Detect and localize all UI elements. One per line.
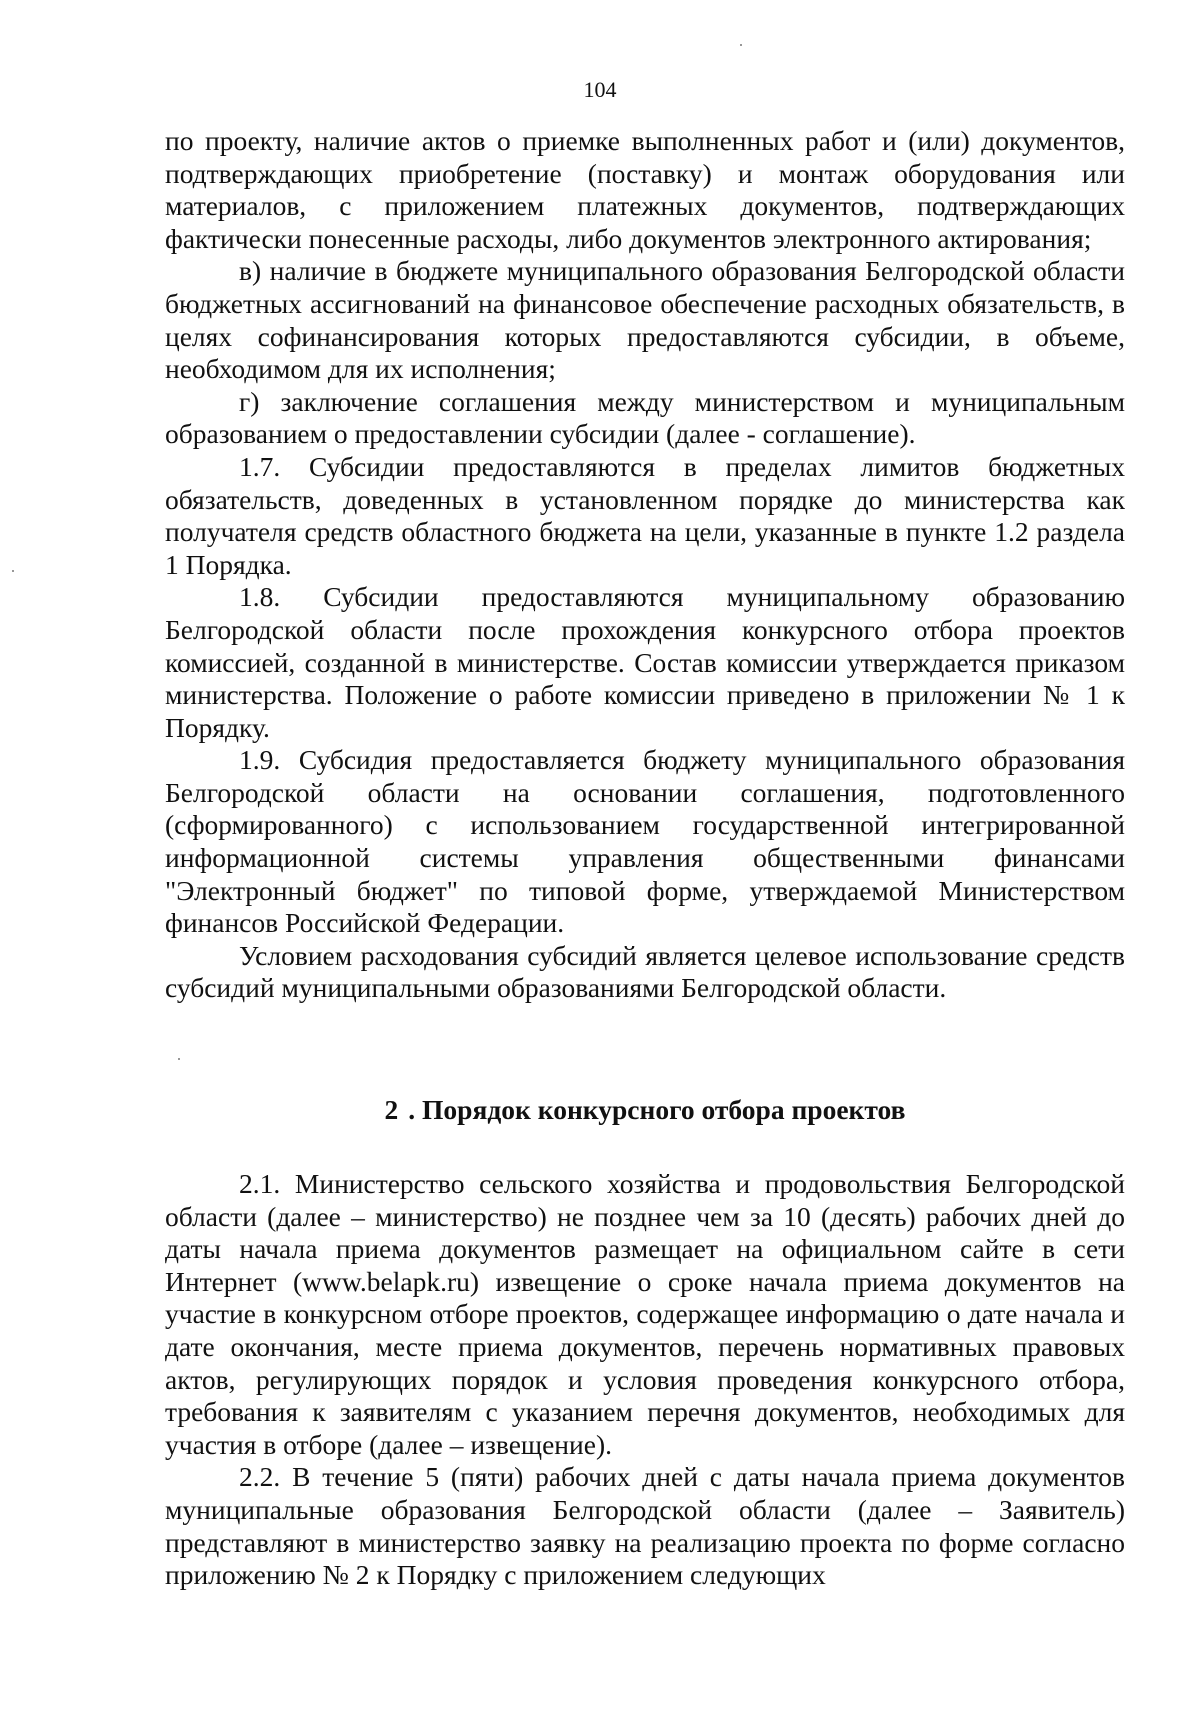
paragraph-1-8: 1.8. Субсидии предоставляются муниципальному образованию Белгородской области после прохождения конкурсного отбора проектов комиссией, созданной в министерстве. Состав комиссии утверждается приказом министерства. Положение о работе комиссии приведено в приложении № 1 к Порядку. [165, 581, 1125, 743]
page-number: 104 [583, 77, 617, 102]
section1-text [165, 125, 1125, 1005]
section2-text [165, 1168, 1125, 1592]
scan-speck [740, 44, 742, 46]
section-heading-title: . Порядок конкурсного отбора проектов [408, 1094, 906, 1125]
scan-speck [178, 1058, 180, 1060]
paragraph-v: в) наличие в бюджете муниципального образования Белгородской области бюджетных ассигнований на финансовое обеспечение расходных обязательств, в целях софинансирования которых предоставляются субсидии, в объеме, необходимом для их исполнения; [165, 255, 1125, 385]
paragraph-continuation: по проекту, наличие актов о приемке выполненных работ и (или) документов, подтверждающих приобретение (поставку) и монтаж оборудования или материалов, с приложением платежных документов, подтверждающих фактически понесенные расходы, либо документов электронного актирования; [165, 125, 1125, 254]
section-heading-number: 2 [384, 1094, 399, 1125]
paragraph-1-7: 1.7. Субсидии предоставляются в пределах лимитов бюджетных обязательств, доведенных в установленном порядке до министерства как получателя средств областного бюджета на цели, указанные в пункте 1.2 раздела 1 Порядка. [165, 450, 1125, 580]
scan-speck [12, 570, 14, 572]
paragraph-g: г) заключение соглашения между министерством и муниципальным образованием о предоставлении субсидии (далее - соглашение). [165, 385, 1125, 450]
paragraph-2-2: 2.2. В течение 5 (пяти) рабочих дней с даты начала приема документов муниципальные образования Белгородской области (далее – Заявитель) представляют в министерство заявку на реализацию проекта по форме согласно приложению № 2 к Порядку с приложением следующих [165, 1461, 1125, 1591]
section-heading [165, 1094, 1125, 1126]
paragraph-2-1: 2.1. Министерство сельского хозяйства и продовольствия Белгородской области (далее – министерство) не позднее чем за 10 (десять) рабочих дней до даты начала приема документов размещает на официальном сайте в сети Интернет (www.belapk.ru) извещение о сроке начала приема документов на участие в конкурсном отборе проектов, содержащее информацию о дате начала и дате окончания, месте приема документов, перечень нормативных правовых актов, регулирующих порядок и условия проведения конкурсного отбора, требования к заявителям с указанием перечня документов, необходимых для участия в отборе (далее – извещение). [165, 1168, 1125, 1460]
paragraph-1-9: 1.9. Субсидия предоставляется бюджету муниципального образования Белгородской области на основании соглашения, подготовленного (сформированного) с использованием государственной интегрированной информационной системы управления общественными финансами "Электронный бюджет" по типовой форме, утверждаемой Министерством финансов Российской Федерации. [165, 744, 1125, 939]
paragraph-usloviem: Условием расходования субсидий является целевое использование средств субсидий муниципальными образованиями Белгородской области. [165, 939, 1125, 1004]
